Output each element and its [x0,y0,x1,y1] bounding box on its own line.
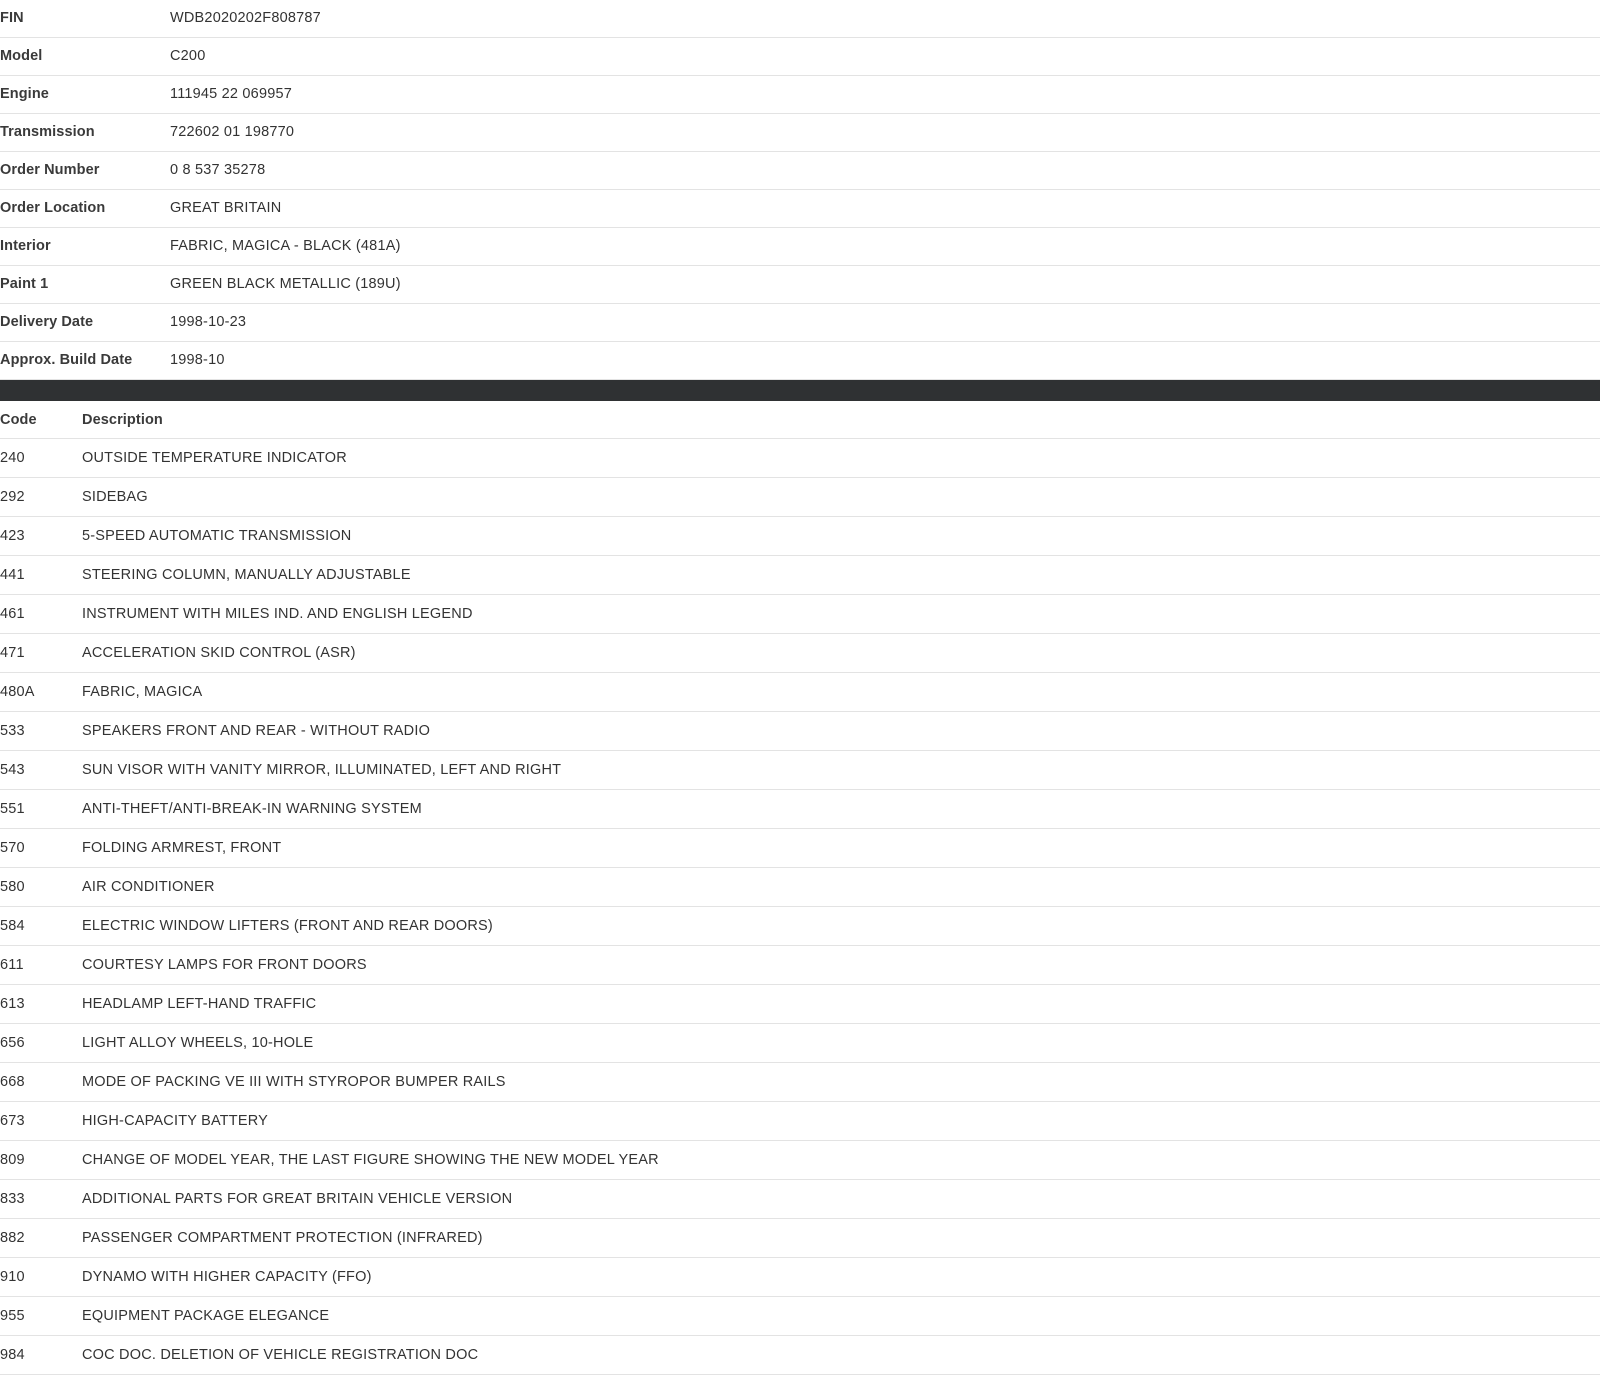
vehicle-info-table [0,0,1600,380]
info-row [0,228,1600,266]
table-row [0,517,1600,556]
equipment-code: 656 [0,1035,25,1051]
equipment-code: 809 [0,1152,25,1168]
table-row [0,1102,1600,1141]
equipment-code: 570 [0,840,25,856]
table-row [0,868,1600,907]
info-row-value: WDB2020202F808787 [170,10,321,26]
equipment-description: ACCELERATION SKID CONTROL (ASR) [82,645,356,661]
equipment-description: SIDEBAG [82,489,148,505]
equipment-description: ELECTRIC WINDOW LIFTERS (FRONT AND REAR DOORS) [82,918,493,934]
info-row-value: GREEN BLACK METALLIC (189U) [170,276,401,292]
table-row [0,1141,1600,1180]
info-row-value: FABRIC, MAGICA - BLACK (481A) [170,238,401,254]
equipment-description: SUN VISOR WITH VANITY MIRROR, ILLUMINATED, LEFT AND RIGHT [82,762,562,778]
info-row-value: GREAT BRITAIN [170,200,282,216]
equipment-code: 551 [0,801,25,817]
info-row [0,38,1600,76]
info-row [0,0,1600,38]
info-row-label: Model [0,48,43,64]
equipment-code: 673 [0,1113,25,1129]
info-row-label: Delivery Date [0,314,94,330]
info-row-value: 722602 01 198770 [170,124,295,140]
equipment-description: OUTSIDE TEMPERATURE INDICATOR [82,450,347,466]
info-row-label: Order Number [0,162,100,178]
info-row-value: 1998-10-23 [170,314,247,330]
equipment-code: 461 [0,606,25,622]
equipment-description: COC DOC. DELETION OF VEHICLE REGISTRATION DOC [82,1347,479,1363]
equipment-description: SPEAKERS FRONT AND REAR - WITHOUT RADIO [82,723,431,739]
info-row-label: Interior [0,238,51,254]
info-row-label: Engine [0,86,49,102]
equipment-description: EQUIPMENT PACKAGE ELEGANCE [82,1308,330,1324]
info-row-label: Approx. Build Date [0,352,133,368]
table-row [0,946,1600,985]
info-row [0,76,1600,114]
equipment-code: 533 [0,723,25,739]
table-row [0,1219,1600,1258]
equipment-description: ADDITIONAL PARTS FOR GREAT BRITAIN VEHICLE VERSION [82,1191,513,1207]
equipment-description: PASSENGER COMPARTMENT PROTECTION (INFRARED) [82,1230,483,1246]
equipment-description: FOLDING ARMREST, FRONT [82,840,282,856]
table-row [0,556,1600,595]
equipment-code: 292 [0,489,25,505]
section-separator-band [0,380,1600,401]
table-row [0,439,1600,478]
info-row [0,304,1600,342]
table-row [0,1297,1600,1336]
table-row [0,478,1600,517]
equipment-codes-body [0,439,1600,1375]
info-row [0,266,1600,304]
info-row-label: Transmission [0,124,95,140]
info-row [0,114,1600,152]
table-row [0,907,1600,946]
equipment-code: 543 [0,762,25,778]
info-row [0,152,1600,190]
equipment-description: STEERING COLUMN, MANUALLY ADJUSTABLE [82,567,411,583]
equipment-code: 441 [0,567,25,583]
equipment-codes-header [0,401,1600,439]
column-header-description: Description [82,412,163,428]
table-row [0,829,1600,868]
equipment-code: 613 [0,996,25,1012]
equipment-code: 471 [0,645,25,661]
equipment-code: 984 [0,1347,25,1363]
equipment-description: CHANGE OF MODEL YEAR, THE LAST FIGURE SHOWING THE NEW MODEL YEAR [82,1152,659,1168]
table-row [0,1180,1600,1219]
equipment-code: 240 [0,450,25,466]
equipment-code: 611 [0,957,24,973]
vehicle-info-body [0,0,1600,380]
equipment-description: LIGHT ALLOY WHEELS, 10-HOLE [82,1035,314,1051]
equipment-description: MODE OF PACKING VE III WITH STYROPOR BUMPER RAILS [82,1074,506,1090]
table-row [0,1258,1600,1297]
equipment-description: DYNAMO WITH HIGHER CAPACITY (FFO) [82,1269,372,1285]
table-row [0,712,1600,751]
equipment-description: ANTI-THEFT/ANTI-BREAK-IN WARNING SYSTEM [82,801,422,817]
equipment-code: 423 [0,528,25,544]
info-row [0,190,1600,228]
equipment-description: FABRIC, MAGICA [82,684,203,700]
table-row [0,985,1600,1024]
equipment-code: 584 [0,918,25,934]
table-row [0,595,1600,634]
info-row-value: 111945 22 069957 [170,86,293,102]
info-row-label: Order Location [0,200,106,216]
table-row [0,790,1600,829]
table-row [0,1024,1600,1063]
table-row [0,751,1600,790]
table-header-row [0,401,1600,439]
equipment-description: INSTRUMENT WITH MILES IND. AND ENGLISH LEGEND [82,606,473,622]
equipment-description: COURTESY LAMPS FOR FRONT DOORS [82,957,367,973]
equipment-codes-table [0,401,1600,1375]
equipment-code: 580 [0,879,25,895]
equipment-description: 5-SPEED AUTOMATIC TRANSMISSION [82,528,352,544]
equipment-code: 910 [0,1269,25,1285]
equipment-code: 882 [0,1230,25,1246]
equipment-description: HIGH-CAPACITY BATTERY [82,1113,269,1129]
info-row [0,342,1600,380]
table-row [0,1336,1600,1375]
equipment-code: 480A [0,684,35,700]
info-row-value: 1998-10 [170,352,225,368]
info-row-label: Paint 1 [0,276,49,292]
equipment-code: 833 [0,1191,25,1207]
info-row-value: 0 8 537 35278 [170,162,266,178]
column-header-code: Code [0,412,37,428]
info-row-value: C200 [170,48,206,64]
equipment-code: 668 [0,1074,25,1090]
table-row [0,673,1600,712]
equipment-description: AIR CONDITIONER [82,879,215,895]
equipment-code: 955 [0,1308,25,1324]
table-row [0,1063,1600,1102]
table-row [0,634,1600,673]
equipment-description: HEADLAMP LEFT-HAND TRAFFIC [82,996,317,1012]
info-row-label: FIN [0,10,24,26]
